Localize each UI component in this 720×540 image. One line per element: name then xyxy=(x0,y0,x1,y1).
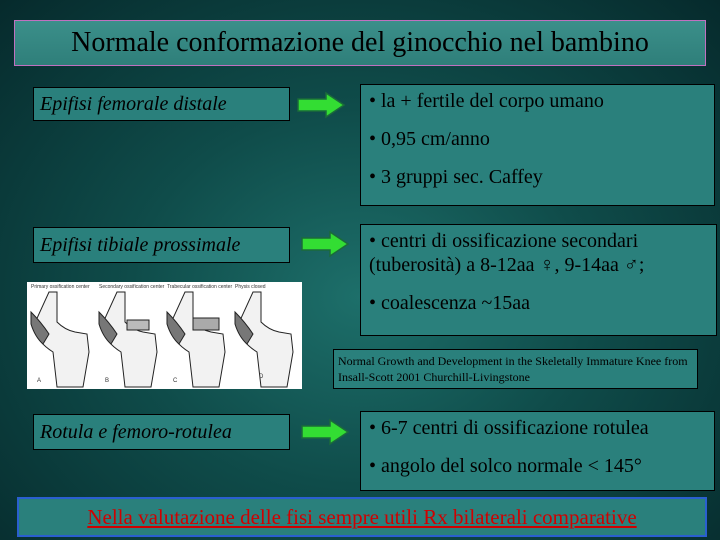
bullet-text: • angolo del solco normale < 145° xyxy=(369,455,642,477)
bullet-text: • 3 gruppi sec. Caffey xyxy=(369,166,543,188)
figure-label-c: C xyxy=(173,378,178,384)
bullet-text: • 0,95 cm/anno xyxy=(369,128,490,150)
bullet-text: • la + fertile del corpo umano xyxy=(369,90,604,112)
bullets-tibiale xyxy=(360,224,717,336)
knee-ossification-illustration xyxy=(27,282,302,389)
section-label-femorale: Epifisi femorale distale xyxy=(33,87,290,121)
section-label-tibiale: Epifisi tibiale prossimale xyxy=(33,227,290,263)
bullets-rotula xyxy=(360,411,715,491)
figure-label-d: D xyxy=(259,374,264,380)
figure-caption: Normal Growth and Development in the Skeletally Immature Knee from Insall-Scott 2001 Churchill-Livingstone xyxy=(333,349,698,389)
footer-note: Nella valutazione delle fisi sempre utili Rx bilaterali comparative xyxy=(17,497,707,537)
figure-label-b: B xyxy=(105,378,110,384)
figure-label-b-title: Secondary ossification center xyxy=(99,284,165,290)
bullet-text: • 6-7 centri di ossificazione rotulea xyxy=(369,417,649,439)
bullets-femorale xyxy=(360,84,715,206)
figure-label-d-title: Physis closed xyxy=(235,284,266,290)
arrow-icon xyxy=(300,230,350,258)
figure-label-a: A xyxy=(37,378,42,384)
section-label-rotula: Rotula e femoro-rotulea xyxy=(33,414,290,450)
slide-title: Normale conformazione del ginocchio nel bambino xyxy=(14,20,706,66)
arrow-icon xyxy=(300,418,350,446)
figure-label-c-title: Trabecular ossification center xyxy=(167,284,233,290)
knee-xray-figure xyxy=(27,282,302,389)
figure-label-a-title: Primary ossification center xyxy=(31,284,90,290)
arrow-icon xyxy=(296,91,346,119)
bullet-text: • coalescenza ~15aa xyxy=(369,292,531,314)
bullet-text: • centri di ossificazione secondari (tuberosità) a 8-12aa ♀, 9-14aa ♂; xyxy=(369,230,645,276)
